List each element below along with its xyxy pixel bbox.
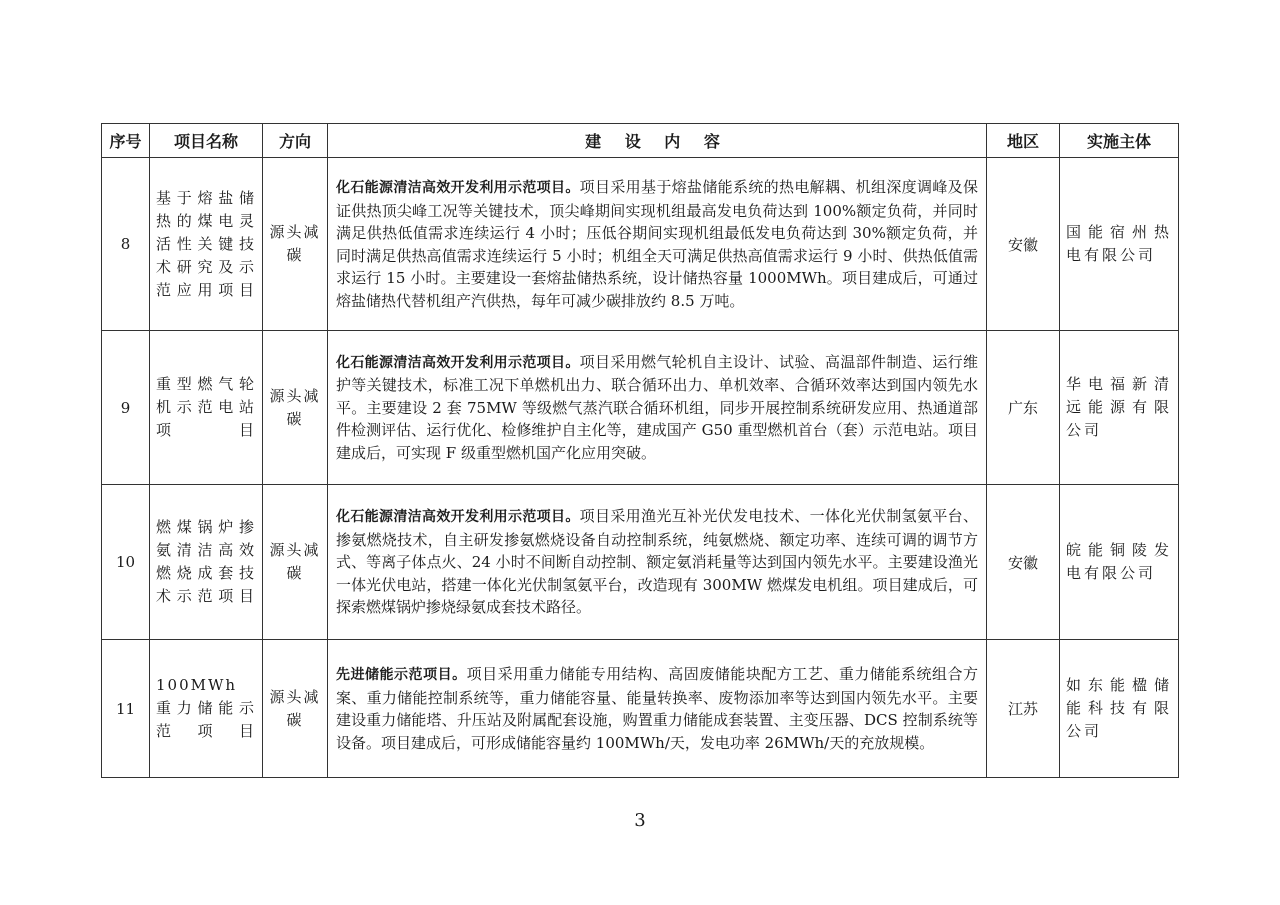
content-body: 项目采用基于熔盐储能系统的热电解耦、机组深度调峰及保证供热顶尖峰工况等关键技术，顶尖峰期间实现机组最高发电负荷达到 100%额定负荷，并同时满足供热低值需求连续运行 4 小时；压低谷期间实现机组最低发电负荷达到 30%额定负荷，并同时满足供热高值需求连续运行 5 小时；机组全天可满足供热高值需求运行 9 小时、供热低值需求运行 15 小时。主要建设一套熔盐储热系统，设计储热容量 1000MWh。项目建成后，可通过熔盐储热代替机组产汽供热，每年可减少碳排放约 8.5 万吨。 xyxy=(336,178,978,310)
table-header-row xyxy=(102,124,1179,158)
header-direction: 方向 xyxy=(263,124,328,158)
row-content xyxy=(328,158,987,331)
row-direction: 源头减碳 xyxy=(263,331,328,485)
row-no: 9 xyxy=(102,331,150,485)
table-row xyxy=(102,640,1179,778)
row-entity: 如东能楹储能科技有限公司 xyxy=(1060,640,1179,778)
content-body: 项目采用渔光互补光伏发电技术、一体化光伏制氢氨平台、掺氨燃烧技术，自主研发掺氨燃烧设备自动控制系统，纯氨燃烧、额定功率、连续可调的调节方式、等离子体点火、24 小时不间断自动控制、额定氨消耗量等达到国内领先水平。主要建设渔光一体光伏电站，搭建一体化光伏制氢氨平台，改造现有 300MW 燃煤发电机组。项目建成后，可探索燃煤锅炉掺烧绿氨成套技术路径。 xyxy=(336,507,978,617)
row-content xyxy=(328,331,987,485)
row-region: 安徽 xyxy=(987,485,1060,640)
header-region: 地区 xyxy=(987,124,1060,158)
row-project-name: 基于熔盐储热的煤电灵活性关键技术研究及示范应用项目 xyxy=(150,158,263,331)
row-entity: 华电福新清远能源有限公司 xyxy=(1060,331,1179,485)
row-region: 安徽 xyxy=(987,158,1060,331)
table-row xyxy=(102,485,1179,640)
header-name: 项目名称 xyxy=(150,124,263,158)
page-number: 3 xyxy=(634,810,646,831)
content-body: 项目采用燃气轮机自主设计、试验、高温部件制造、运行维护等关键技术，标准工况下单燃机出力、联合循环出力、单机效率、合循环效率达到国内领先水平。主要建设 2 套 75MW 等级燃气蒸汽联合循环机组，同步开展控制系统研发应用、热通道部件检测评估、运行优化、检修维护自主化等，建成国产 G50 重型燃机首台（套）示范电站。项目建成后，可实现 F 级重型燃机国产化应用突破。 xyxy=(336,352,978,462)
content-category: 化石能源清洁高效开发利用示范项目。 xyxy=(336,509,580,526)
row-content xyxy=(328,640,987,778)
row-content xyxy=(328,485,987,640)
row-entity: 皖能铜陵发电有限公司 xyxy=(1060,485,1179,640)
row-project-name: 燃煤锅炉掺氨清洁高效燃烧成套技术示范项目 xyxy=(150,485,263,640)
header-no: 序号 xyxy=(102,124,150,158)
content-category: 化石能源清洁高效开发利用示范项目。 xyxy=(336,354,580,371)
row-no: 8 xyxy=(102,158,150,331)
content-category: 先进储能示范项目。 xyxy=(336,667,467,683)
row-direction: 源头减碳 xyxy=(263,640,328,778)
row-entity: 国能宿州热电有限公司 xyxy=(1060,158,1179,331)
content-body: 项目采用重力储能专用结构、高固废储能块配方工艺、重力储能系统组合方案、重力储能控制系统等，重力储能容量、能量转换率、废物添加率等达到国内领先水平。主要建设重力储能塔、升压站及附属配套设施，购置重力储能成套装置、主变压器、DCS 控制系统等设备。项目建成后，可形成储能容量约 100MWh/天，发电功率 26MWh/天的充放规模。 xyxy=(336,665,978,752)
row-region: 广东 xyxy=(987,331,1060,485)
row-direction: 源头减碳 xyxy=(263,485,328,640)
header-entity: 实施主体 xyxy=(1060,124,1179,158)
row-direction: 源头减碳 xyxy=(263,158,328,331)
row-no: 10 xyxy=(102,485,150,640)
table-row xyxy=(102,158,1179,331)
projects-table xyxy=(101,123,1179,778)
table-row xyxy=(102,331,1179,485)
row-region: 江苏 xyxy=(987,640,1060,778)
header-content: 建 设 内 容 xyxy=(328,124,987,158)
row-project-name: 重型燃气轮机示范电站项目 xyxy=(150,331,263,485)
row-no: 11 xyxy=(102,640,150,778)
content-category: 化石能源清洁高效开发利用示范项目。 xyxy=(336,180,580,196)
row-project-name: 100MWh 重力储能示范项目 xyxy=(150,640,263,778)
